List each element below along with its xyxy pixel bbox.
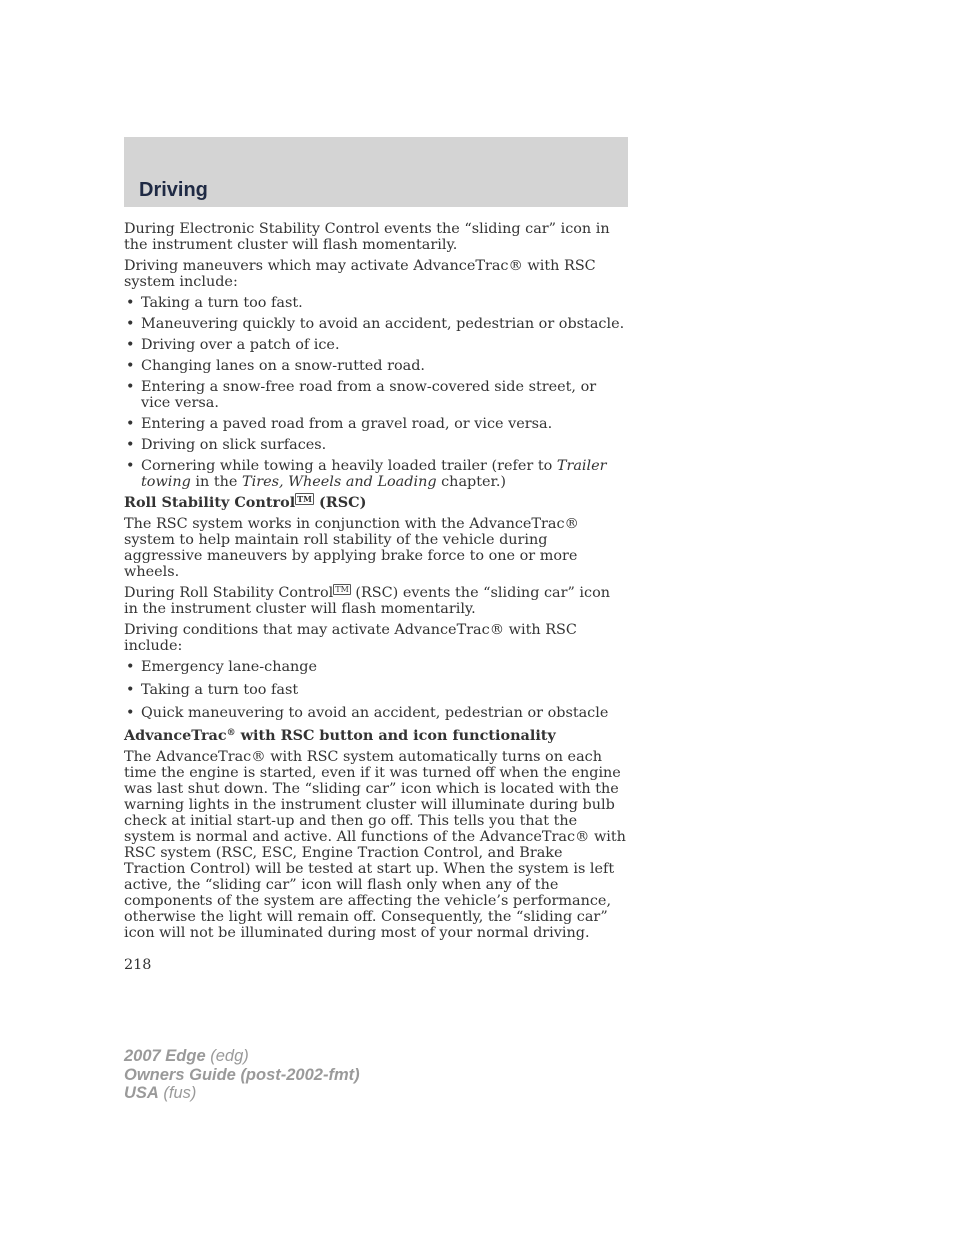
footer-market-code: (fus) [158,1084,197,1102]
towing-text-before: Cornering while towing a heavily loaded trailer (refer to [141,458,557,474]
towing-text-after: chapter.) [436,474,507,490]
list-item: • Driving over a patch of ice. [124,337,628,353]
rsc-events-paragraph [124,585,628,617]
footer-model-code: (edg) [205,1047,249,1065]
footer-model: 2007 Edge [124,1047,206,1065]
button-heading-text: AdvanceTrac [124,727,227,744]
esc-events-paragraph: During Electronic Stability Control events the “sliding car” icon in the instrument cluster will flash momentarily. [124,221,610,253]
rsc-paragraph: The RSC system works in conjunction with the AdvanceTrac® system to help maintain roll stability of the vehicle during aggressive maneuvers by applying brake force to one or more wheels. [124,516,579,580]
section-title: Driving [139,179,208,201]
rsc-heading [124,495,628,511]
towing-text-middle: in the [190,474,243,490]
list-item: • Entering a snow-free road from a snow-covered side street, or vice versa. [124,379,628,411]
trademark-mark: TM [335,585,349,594]
list-item: • Changing lanes on a snow-rutted road. [124,358,628,374]
list-item: • Driving on slick surfaces. [124,437,628,453]
list-item: • Quick maneuvering to avoid an accident, pedestrian or obstacle [124,705,628,721]
page-content [124,221,628,973]
document-footer [124,1047,360,1103]
page-number: 218 [124,957,152,973]
rsc-heading-text: Roll Stability Control [124,494,296,511]
maneuvers-intro: Driving maneuvers which may activate AdvanceTrac® with RSC system include: [124,258,596,290]
footer-line-market [124,1084,360,1103]
button-heading-suffix: with RSC button and icon functionality [235,727,556,744]
conditions-list [124,659,628,721]
button-paragraph: The AdvanceTrac® with RSC system automatically turns on each time the engine is started, even if it was turned off when the engine was last shut down. The “sliding car” icon which is located with the warning lights in the instrument cluster will illuminate during bulb check at initial start-up and then go off. This tells you that the system is normal and active. All functions of the AdvanceTrac® with RSC system (RSC, ESC, Engine Traction Control, and Brake Traction Control) will be tested at start up. When the system is left active, the “sliding car” icon will flash only when any of the components of the system are affecting the vehicle’s performance, otherwise the light will remain off. Consequently, the “sliding car” icon will not be illuminated during most of your normal driving. [124,749,626,941]
maneuvers-list [124,295,628,490]
list-item: • Emergency lane-change [124,659,628,675]
rsc-events-before: During Roll Stability Control [124,585,334,601]
footer-guide: Owners Guide (post-2002-fmt) [124,1065,360,1084]
button-functionality-heading [124,728,628,744]
trailer-towing-reference: Trailer towing [141,458,607,490]
list-item-towing [124,458,628,490]
footer-line-model [124,1047,360,1066]
list-item: • Taking a turn too fast [124,682,628,698]
conditions-intro: Driving conditions that may activate AdvanceTrac® with RSC include: [124,622,577,654]
rsc-events-after: (RSC) events the “sliding car” icon in the instrument cluster will flash momentarily. [124,585,611,617]
footer-line-guide [124,1066,360,1085]
footer-market: USA [124,1084,159,1102]
list-item: • Entering a paved road from a gravel road, or vice versa. [124,416,628,432]
tires-chapter-reference: Tires, Wheels and Loading [242,474,437,490]
list-item: • Maneuvering quickly to avoid an accident, pedestrian or obstacle. [124,316,628,332]
list-item: • Taking a turn too fast. [124,295,628,311]
trademark-mark: TM [297,494,312,504]
rsc-heading-suffix: (RSC) [313,494,367,511]
section-header-band [124,137,628,207]
registered-mark: ® [226,728,236,738]
